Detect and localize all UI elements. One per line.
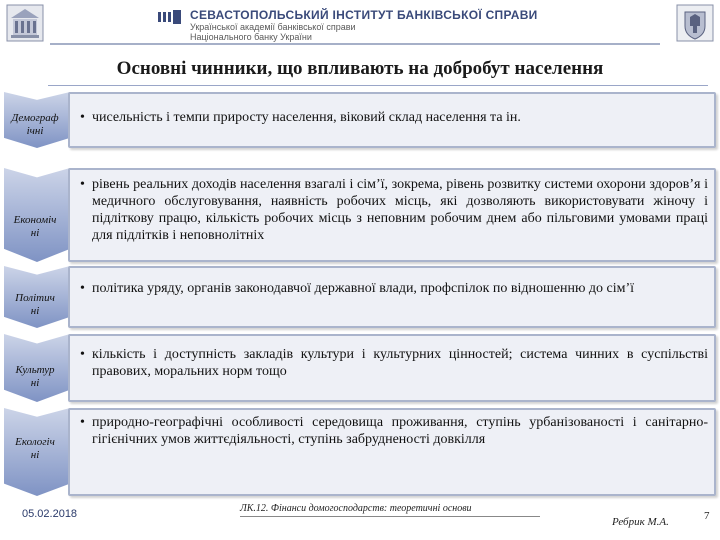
factor-row-cultural xyxy=(4,334,716,402)
factor-text: чисельність і темпи приросту населення, віковий склад населення та ін. xyxy=(92,110,521,125)
factor-text: політика уряду, органів законодавчої державної влади, профспілок по відношенню до сім’ї xyxy=(92,281,635,296)
header-divider xyxy=(50,43,660,45)
bullet-icon: • xyxy=(80,177,85,192)
factor-description xyxy=(80,414,708,448)
factor-row-ecological xyxy=(4,408,716,496)
factor-text: рівень реальних доходів населення взагалі і сім’ї, зокрема, рівень розвитку системи охорони здоров’я і медичного обслуговування, наявність робочих місць, які дозволяють використовувати жіночу і підліткову працю, кількість робочих місць з неповним робочим днем або пільговими умовами праці для підлітків і неповнолітніх xyxy=(92,177,708,243)
bullet-icon: • xyxy=(80,110,85,125)
institute-building-logo-icon xyxy=(6,4,44,42)
factor-description xyxy=(80,346,708,380)
factor-row-political xyxy=(4,266,716,328)
factor-text: кількість і доступність закладів культури і культурних цінностей; система чинних в суспільстві правових, моральних норм тощо xyxy=(92,347,708,379)
page-number: 7 xyxy=(704,510,710,522)
footer-divider xyxy=(240,516,540,517)
title-divider xyxy=(48,85,708,86)
factor-label: Демограф ічні xyxy=(11,112,59,137)
footer-author: Ребрик М.А. xyxy=(612,516,669,528)
footer-date: 05.02.2018 xyxy=(22,508,78,520)
factor-description xyxy=(80,176,708,244)
coat-of-arms-logo-icon xyxy=(676,4,714,42)
factor-panel xyxy=(68,334,716,402)
factor-text: природно-географічні особливості середовища проживання, ступінь урбанізованості і санітарно-гігієнічних умов життєдіяльності, ступінь забрудненості довкілля xyxy=(92,415,708,447)
factor-row-economic xyxy=(4,168,716,262)
factor-row-demographic xyxy=(4,92,716,148)
factor-panel xyxy=(68,92,716,148)
bullet-icon: • xyxy=(80,347,85,362)
institute-subtitle-1: Української академії банківської справи xyxy=(190,22,356,32)
factor-panel xyxy=(68,168,716,262)
factor-panel xyxy=(68,266,716,328)
factor-description xyxy=(80,280,708,297)
institute-subtitle-2: Національного банку України xyxy=(190,32,312,42)
factor-label: Культур ні xyxy=(15,364,55,389)
institute-name: СЕВАСТОПОЛЬСЬКИЙ ІНСТИТУТ БАНКІВСЬКОЇ СПРАВИ xyxy=(190,8,538,22)
factor-label: Політич ні xyxy=(15,292,55,317)
factor-panel xyxy=(68,408,716,496)
factor-label: Економіч ні xyxy=(13,214,57,239)
header xyxy=(0,0,720,50)
bullet-icon: • xyxy=(80,281,85,296)
slide-title: Основні чинники, що впливають на добробут населення xyxy=(116,58,604,79)
factor-label: Екологіч ні xyxy=(15,436,55,461)
footer-lecture-title: ЛК.12. Фінанси домогосподарств: теоретичні основи xyxy=(240,503,472,514)
bullet-icon: • xyxy=(80,415,85,430)
bank-emblem-icon xyxy=(158,10,182,24)
factor-description xyxy=(80,109,708,126)
